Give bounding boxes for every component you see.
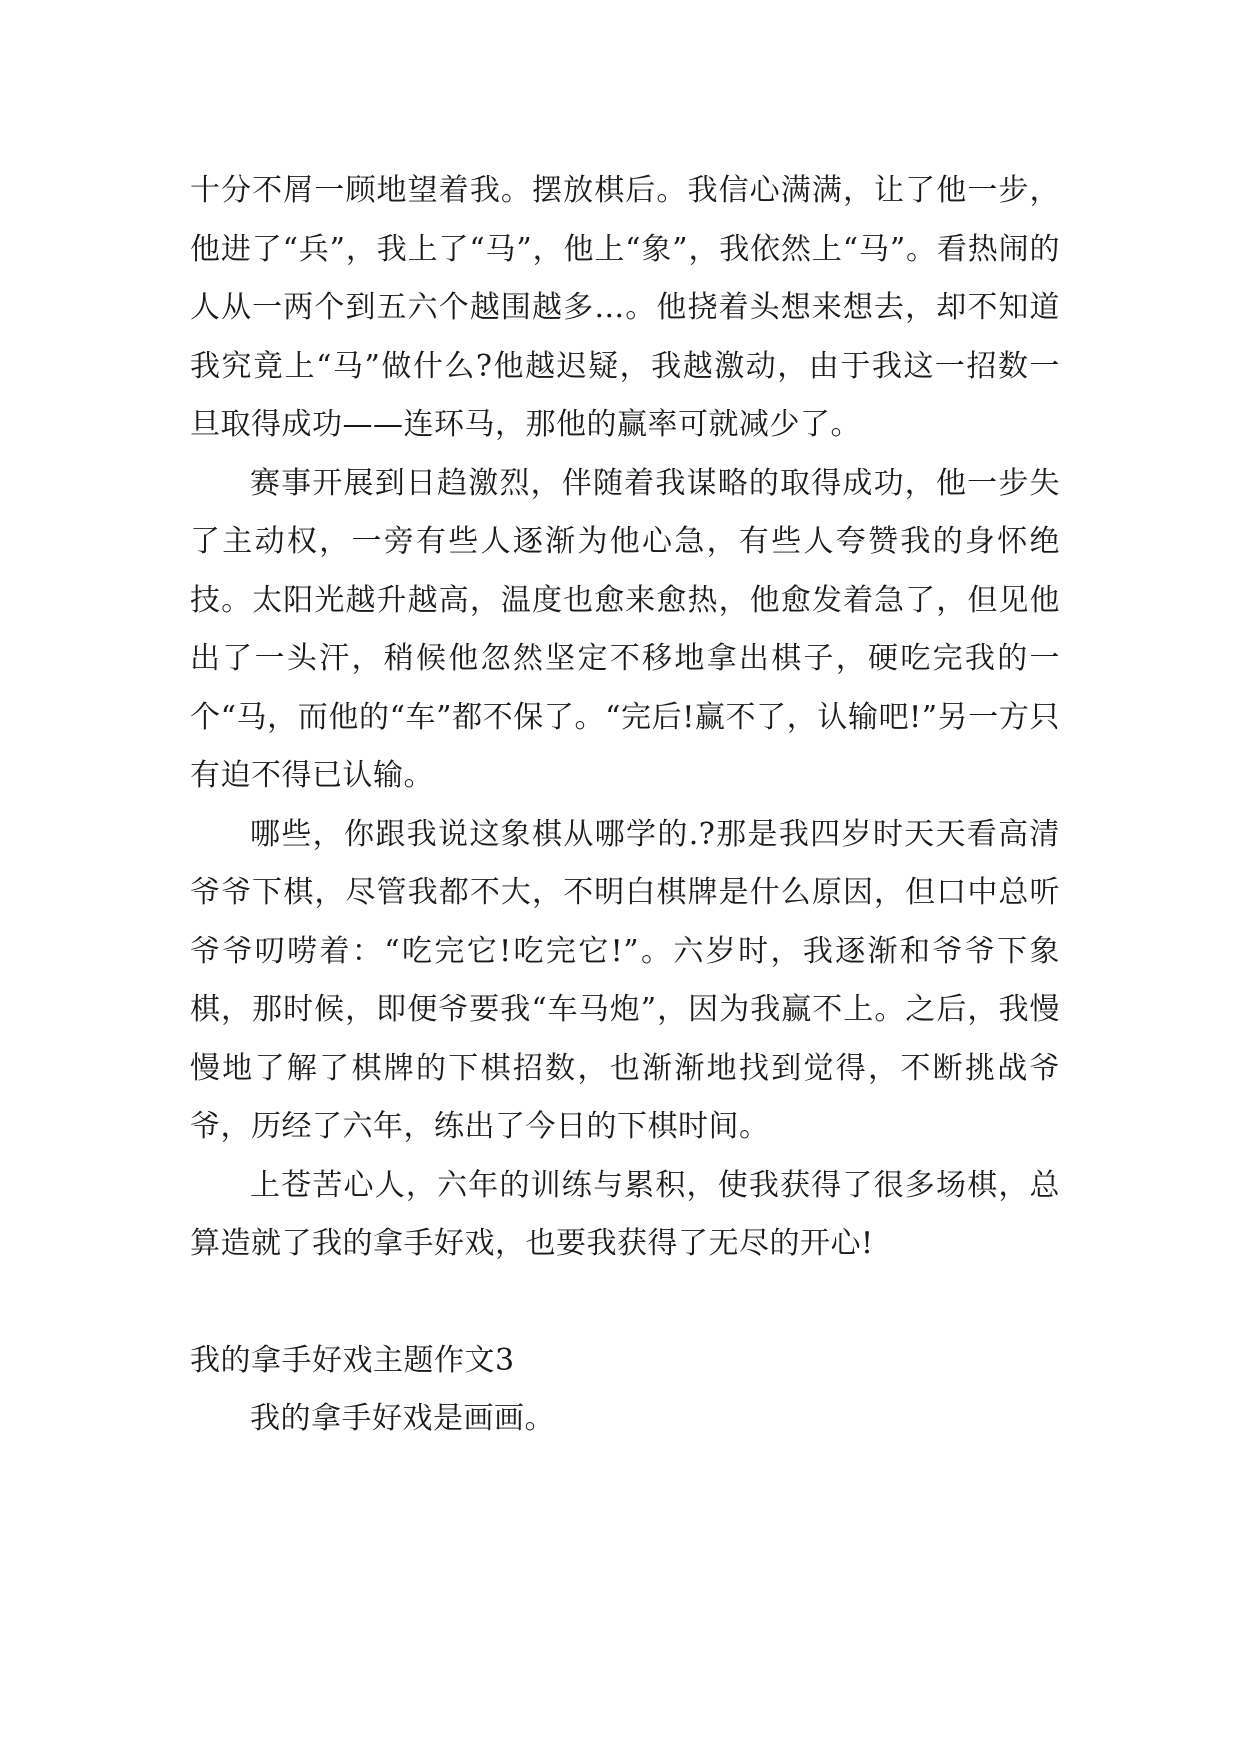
paragraph-learning-chess: 哪些，你跟我说这象棋从哪学的.?那是我四岁时天天看高清爷爷下棋，尽管我都不大，不明白棋牌是什么原因，但口中总听爷爷叨唠着：“吃完它!吃完它!”。六岁时，我逐渐和爷爷下象棋，那时候，即便爷要我“车马炮”，因为我赢不上。之后，我慢慢地了解了棋牌的下棋招数，也渐渐地找到觉得，不断挑战爷爷，历经了六年，练出了今日的下棋时间。 bbox=[190, 816, 1060, 1144]
paragraph-match-intensifies: 赛事开展到日趋激烈，伴随着我谋略的取得成功，他一步失了主动权，一旁有些人逐渐为他心急，有些人夸赞我的身怀绝技。太阳光越升越高，温度也愈来愈热，他愈发着急了，但见他出了一头汗，稍候他忽然坚定不移地拿出棋子，硬吃完我的一个“马，而他的“车”都不保了。“完后!赢不了，认输吧!”另一方只有迫不得已认输。 bbox=[190, 465, 1060, 793]
section-first-paragraph: 我的拿手好戏是画画。 bbox=[250, 1401, 555, 1436]
paragraph-conclusion: 上苍苦心人，六年的训练与累积，使我获得了很多场棋，总算造就了我的拿手好戏，也要我获得了无尽的开心! bbox=[190, 1167, 1060, 1261]
paragraph-continued: 十分不屑一顾地望着我。摆放棋后。我信心满满，让了他一步，他进了“兵”，我上了“马”，他上“象”，我依然上“马”。看热闹的人从一两个到五六个越围越多…。他挠着头想来想去，却不知道我究竟上“马”做什么?他越迟疑，我越激动，由于我这一招数一旦取得成功——连环马，那他的赢率可就减少了。 bbox=[190, 173, 1060, 442]
document-body bbox=[190, 162, 1060, 1449]
section-heading: 我的拿手好戏主题作文3 bbox=[190, 1342, 515, 1378]
